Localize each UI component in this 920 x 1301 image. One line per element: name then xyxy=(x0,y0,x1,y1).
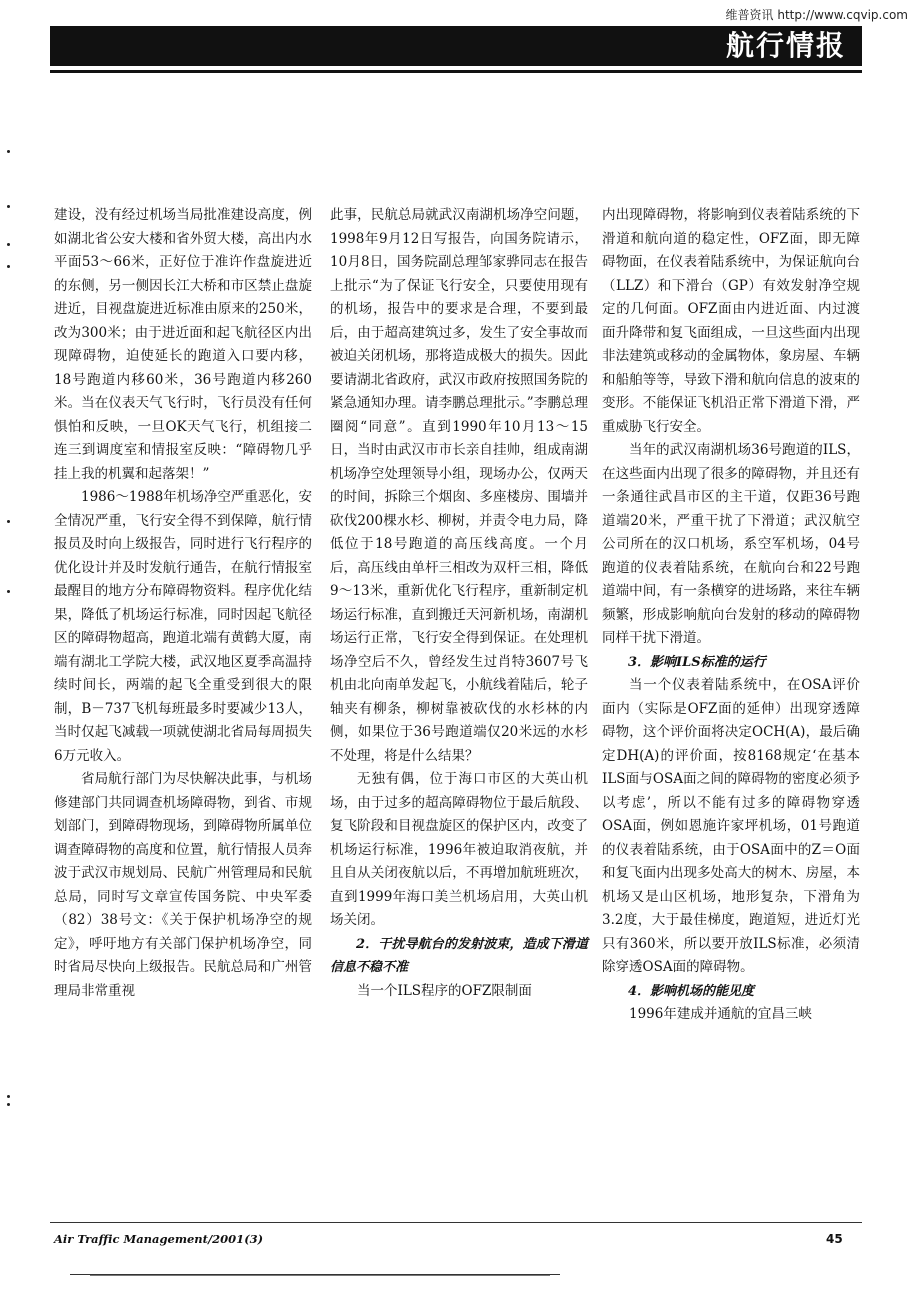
text-column-1 xyxy=(54,204,312,1003)
paragraph: 当年的武汉南湖机场36号跑道的ILS，在这些面内出现了很多的障碍物，并且还有一条通往武昌市区的主干道，仅距36号跑道端20米，严重干扰了下滑道；武汉航空公司所在的汉口机场，系空军机场，04号跑道的仪表着陆系统，在航向台和22号跑道端中间，有一条横穿的进场路，来往车辆频繁，形成影响航向台发射的移动的障碍物同样干扰下滑道。 xyxy=(602,442,860,646)
paragraph: 当一个ILS程序的OFZ限制面 xyxy=(357,982,532,999)
footer-rule xyxy=(90,1275,550,1276)
watermark-url: 维普资讯 http://www.cqvip.com xyxy=(725,8,908,22)
footer-rule xyxy=(50,1222,862,1223)
paragraph: 内出现障碍物，将影响到仪表着陆系统的下滑道和航向道的稳定性，OFZ面，即无障碍物面，在仪表着陆系统中，为保证航向台（LLZ）和下滑台（GP）有效发射净空规定的几何面。OFZ面由内进近面、内过渡面升降带和复飞面组成，一旦这些面内出现非法建筑或移动的金属物体，象房屋、车辆和船舶等等，导致下滑和航向信息的波束的变形。不能保证飞机沿正常下滑道下滑，严重威胁飞行安全。 xyxy=(602,207,860,435)
margin-mark xyxy=(7,520,10,523)
paragraph: 当一个仪表着陆系统中，在OSA评价面内（实际是OFZ面的延伸）出现穿透障碍物，这个评价面将决定OCH(A)，最后确定DH(A)的评价面，按8168规定‘在基本ILS面与OSA面之间的障碍物的密度必须予以考虑’，所以不能有过多的障碍物穿透OSA面，例如恩施许家坪机场，01号跑道的仪表着陆系统，由于OSA面中的Z＝O面和复飞面内出现多处高大的树木、房屋，本机场又是山区机场，地形复杂，下滑角为3.2度，大于最佳梯度，跑道短，进近灯光只有360米，所以要开放ILS标准，必须清除穿透OSA面的障碍物。 xyxy=(602,677,860,975)
section-heading: 3．影响ILS标准的运行 xyxy=(628,654,766,670)
paragraph: 1996年建成并通航的宜昌三峡 xyxy=(629,1006,812,1022)
margin-mark xyxy=(7,1095,10,1098)
section-heading: 2．干扰导航台的发射波束，造成下滑道信息不稳不准 xyxy=(330,936,588,975)
paragraph: 无独有偶，位于海口市区的大英山机场，由于过多的超高障碍物位于最后航段、复飞阶段和目视盘旋区的保护区内，改变了机场运行标准，1996年被迫取消夜航，并且自从关闭夜航以后，不再增加航班班次，直到1999年海口美兰机场启用，大英山机场关闭。 xyxy=(330,771,588,928)
text-column-2 xyxy=(330,204,588,1003)
page-number: 45 xyxy=(826,1232,843,1246)
margin-mark xyxy=(7,243,10,246)
journal-name: Air Traffic Management/2001(3) xyxy=(54,1232,264,1246)
margin-mark xyxy=(7,150,10,153)
header-rule xyxy=(50,70,862,73)
section-title: 航行情报 xyxy=(725,29,846,62)
section-heading: 4．影响机场的能见度 xyxy=(628,983,755,999)
margin-mark xyxy=(7,265,10,268)
text-column-3 xyxy=(602,204,860,1027)
paragraph: 省局航行部门为尽快解决此事，与机场修建部门共同调查机场障碍物，到省、市规划部门，到障碍物现场，到障碍物所属单位调查障碍物的高度和位置，航行情报人员奔波于武汉市规划局、民航广州管理局和民航总局，同时写文章宣传国务院、中央军委（82）38号文：《关于保护机场净空的规定》，呼吁地方有关部门保护机场净空，同时省局尽快向上级报告。民航总局和广州管理局非常重视 xyxy=(54,771,312,999)
paragraph: 此事，民航总局就武汉南湖机场净空问题，1998年9月12日写报告，向国务院请示，10月8日，国务院副总理邹家骅同志在报告上批示“为了保证飞行安全，只要使用现有的机场，报告中的要求是合理，不要到最后，由于超高建筑过多，发生了安全事故而被迫关闭机场，那将造成极大的损失。因此要请湖北省政府，武汉市政府按照国务院的紧急通知办理。请李鹏总理批示。”李鹏总理圈阅“同意”。直到1990年10月13～15日，当时由武汉市市长亲自挂帅，组成南湖机场净空处理领导小组，现场办公，仅两天的时间，拆除三个烟囱、多座楼房、围墙并砍伐200棵水杉、柳树，并责令电力局，降低位于18号跑道的高压线高度。一个月后，高压线由单杆三相改为双杆三相，降低9～13米，重新优化飞行程序，重新制定机场运行标准，直到搬迁天河新机场，南湖机场运行正常，飞行安全得到保证。在处理机场净空后不久，曾经发生过肖特3607号飞机由北向南单发起飞，小航线着陆后，轮子轴夹有柳条，柳树靠被砍伐的水杉林的内侧，如果位于36号跑道端仅20米远的水杉不处理，将是什么结果？ xyxy=(330,207,588,764)
paragraph: 1986～1988年机场净空严重恶化，安全情况严重，飞行安全得不到保障，航行情报员及时向上级报告，同时进行飞行程序的优化设计并及时发航行通告，在航行情报室最醒目的地方分布障碍物资料。程序优化结果，降低了机场运行标准，同时因起飞航径区的障碍物超高，跑道北端有黄鹤大厦，南端有湖北工学院大楼，武汉地区夏季高温持续时间长，两端的起飞全重受到很大的限制，B－737飞机每班最多时要减少13人，当时仅起飞减载一项就使湖北省局每周损失6万元收入。 xyxy=(54,489,312,764)
section-header-bar xyxy=(50,26,862,66)
margin-mark xyxy=(7,1103,10,1106)
margin-mark xyxy=(7,205,10,208)
paragraph: 建设，没有经过机场当局批准建设高度，例如湖北省公安大楼和省外贸大楼，高出内水平面53～66米，正好位于准许作盘旋进近的东侧，另一侧因长江大桥和市区禁止盘旋进近，目视盘旋进近标准由原来的250米，改为300米；由于进近面和起飞航径区内出现障碍物，迫使延长的跑道入口要内移，18号跑道内移60米，36号跑道内移260米。当在仪表天气飞行时，飞行员没有任何惧怕和反映，一旦OK天气飞行，机组接二连三到调度室和情报室反映：“障碍物几乎挂上我的机翼和起落架！” xyxy=(54,207,312,482)
margin-mark xyxy=(7,590,10,593)
